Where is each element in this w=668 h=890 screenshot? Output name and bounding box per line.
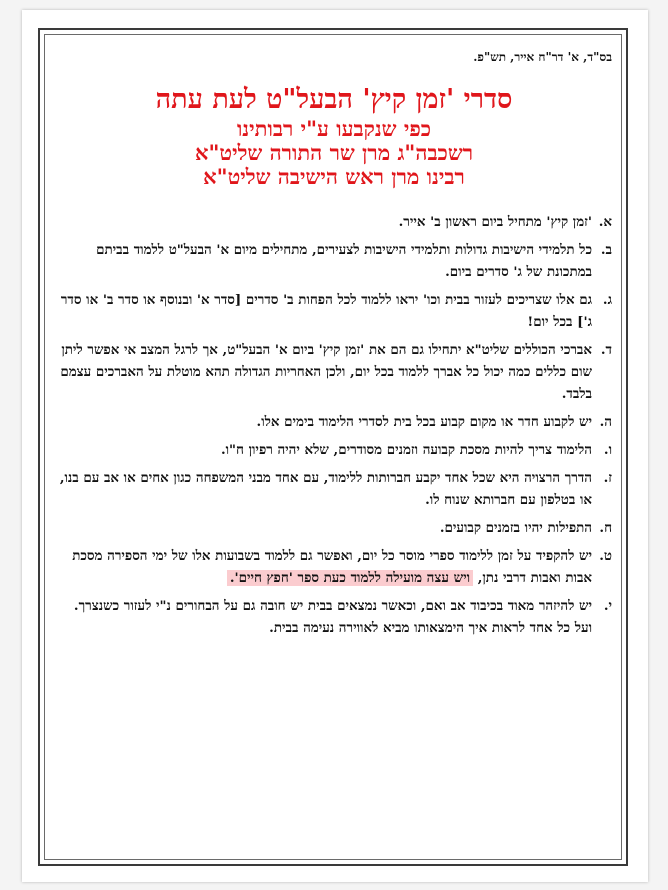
item-text	[56, 545, 592, 589]
title-block	[56, 84, 612, 189]
item-letter: ב.	[600, 242, 612, 259]
item-text: יש לקבוע חדר או מקום קבוע בכל בית לסדרי הלימוד בימים אלו.	[256, 414, 592, 431]
highlighted-text: ויש עצה מועילה ללמוד כעת ספר 'חפץ חיים'.	[227, 570, 473, 586]
item-text: הלימוד צריך להיות מסכת קבועה וזמנים מסודרים, שלא יהיה רפיון ח"ו.	[220, 442, 592, 459]
item-text-plain: יש להקפיד על זמן ללימוד ספרי מוסר כל יום, ואפשר גם ללמוד בשבועות אלו של ימי הספירה מסכת אבות ואבות דרבי נתן,	[72, 548, 592, 587]
list-item	[56, 467, 612, 511]
item-letter: ד.	[600, 342, 612, 359]
rules-list	[56, 211, 612, 639]
item-text: אברכי הכוללים שליט"א יתחילו גם הם את 'זמן קיץ' ביום א' הבעל"ט, אך לרגל המצב אי אפשר ליתן שום כללים כמה יכול כל אברך ללמוד בכל יום, ולכן האחריות הגדולה תהא מוטלת על האברכים עצמם בלבד.	[60, 342, 592, 403]
item-letter: ו.	[603, 442, 612, 459]
item-letter: ה.	[599, 414, 612, 431]
list-item	[56, 289, 612, 333]
item-text: הדרך הרצויה היא שכל אחד יקבע חברותות ללימוד, עם אחד מבני המשפחה כגון אחים או אב עם בנו, או בטלפון עם חברותא שנוח לו.	[59, 470, 592, 509]
title-main: סדרי 'זמן קיץ' הבעל"ט לעת עתה	[155, 84, 513, 115]
date-line: בס"ד, א' דר"ח אייר, תש"פ.	[473, 50, 612, 64]
document-content	[56, 50, 612, 645]
item-letter: ח.	[599, 520, 612, 537]
title-subline-2: רשכבה"ג מרן שר התורה שליט"א	[194, 140, 474, 166]
item-text: יש להיזהר מאוד בכיבוד אב ואם, וכאשר נמצאים בבית יש חובה גם על הבחורים נ"י לעזור כשנצרך. ועל כל אחד לראות איך הימצאותו מביא לאווירה נעימה בבית.	[73, 598, 592, 637]
item-text: כל תלמידי הישיבות גדולות ותלמידי הישיבות לצעירים, מתחילים מיום א' הבעל"ט ללמוד בביתם במתכונת של ג' סדרים ביום.	[96, 242, 592, 281]
list-item	[56, 439, 612, 461]
item-letter: א.	[598, 214, 612, 231]
title-subline-1: כפי שנקבעו ע"י רבותינו	[236, 116, 432, 142]
list-item	[56, 517, 612, 539]
item-text: התפילות יהיו בזמנים קבועים.	[439, 520, 592, 537]
list-item	[56, 595, 612, 639]
item-letter: ז.	[603, 470, 612, 487]
list-item	[56, 239, 612, 283]
title-subline-3: רבינו מרן ראש הישיבה שליט"א	[203, 164, 465, 190]
list-item	[56, 211, 612, 233]
outer-border	[38, 28, 628, 866]
list-item	[56, 411, 612, 433]
item-letter: י.	[603, 598, 612, 615]
item-text: גם אלו שצריכים לעזור בבית וכו' יראו ללמוד לכל הפחות ב' סדרים [סדר א' ובנוסף או סדר ב' או סדר ג'] בכל יום!	[60, 292, 592, 331]
item-letter: ג.	[602, 292, 612, 309]
document-page	[22, 10, 648, 882]
list-item	[56, 339, 612, 405]
item-text: 'זמן קיץ' מתחיל ביום ראשון ב' אייר.	[398, 214, 592, 231]
item-letter: ט.	[599, 548, 612, 565]
list-item	[56, 545, 612, 589]
